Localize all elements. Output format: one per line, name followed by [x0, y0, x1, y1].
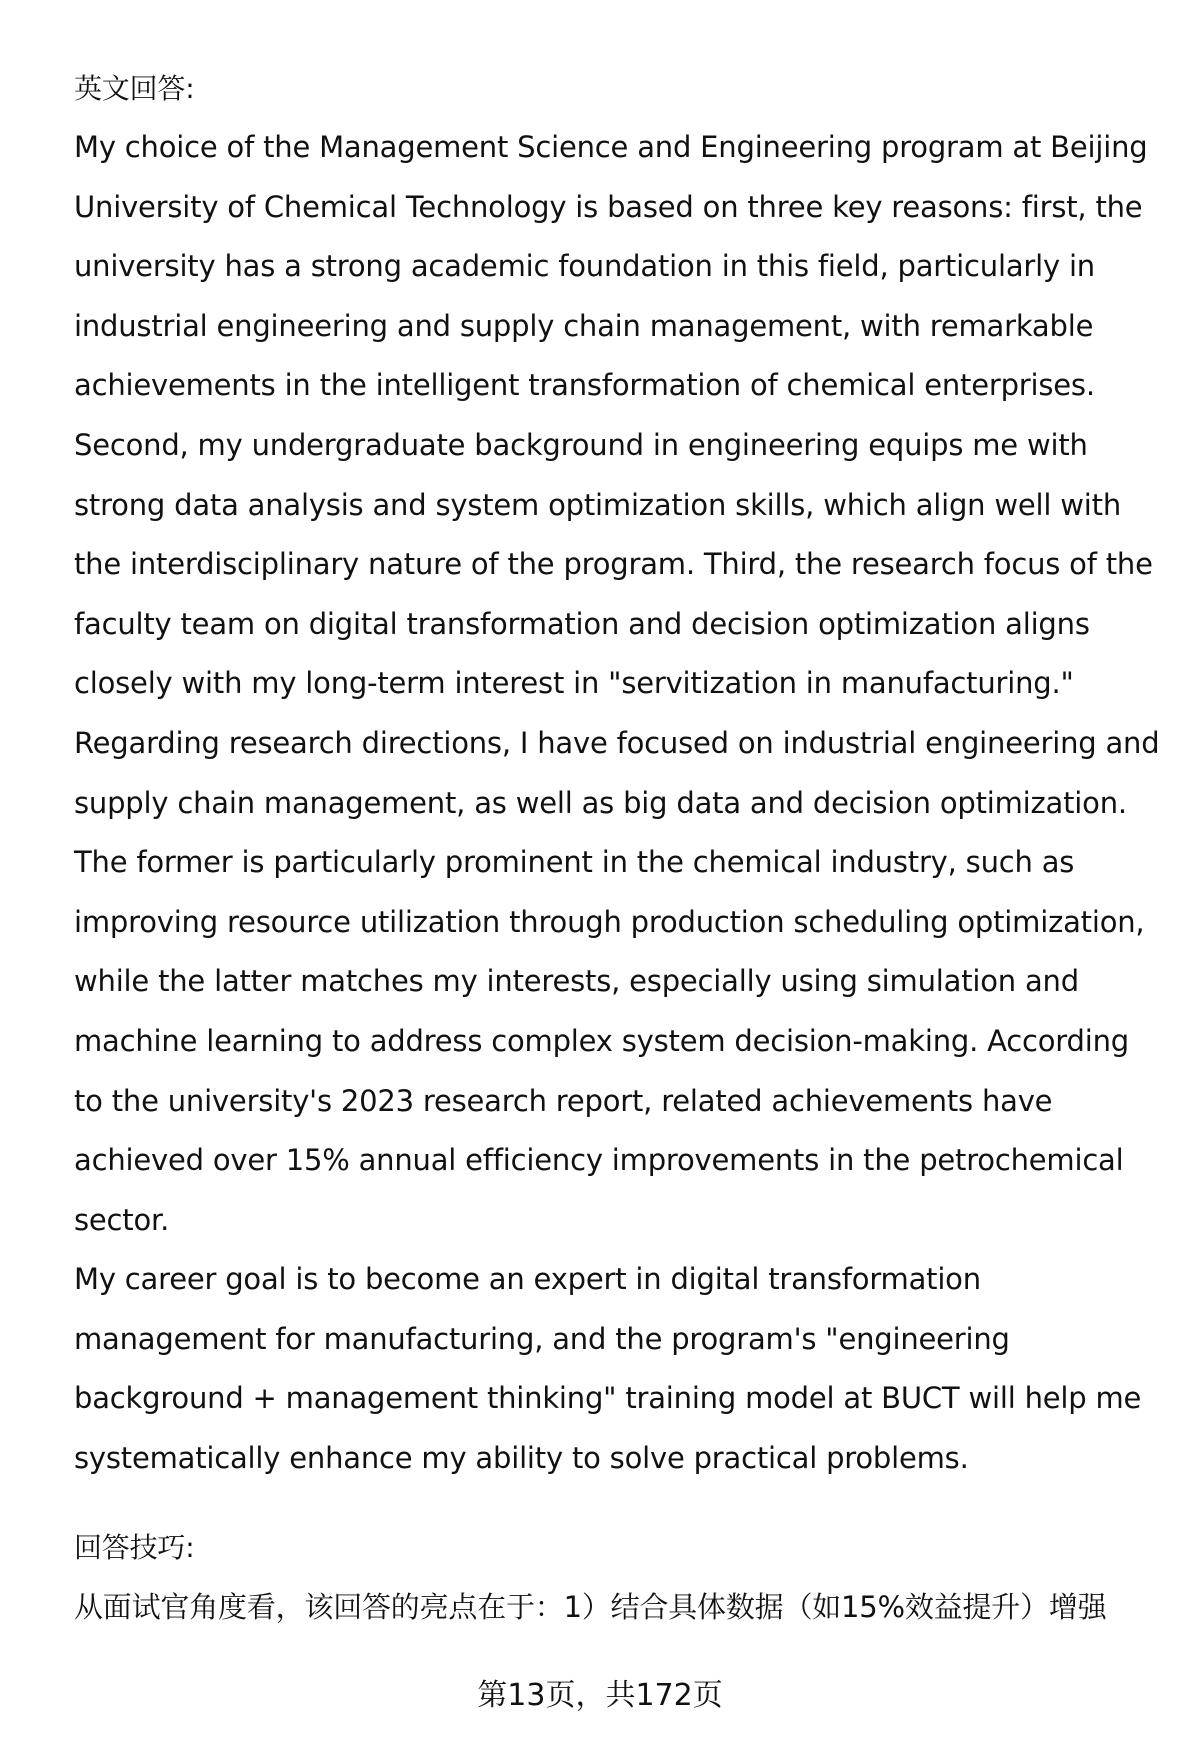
text-line: industrial engineering and supply chain management, with remarkable	[74, 308, 1094, 343]
text-line: management for manufacturing, and the program's "engineering	[74, 1321, 1010, 1356]
text-line: sector.	[74, 1202, 170, 1237]
text-line: faculty team on digital transformation and decision optimization aligns	[74, 606, 1090, 641]
text-line: while the latter matches my interests, especially using simulation and	[74, 964, 1079, 999]
tips-paragraph	[74, 1578, 1164, 1638]
text-line: improving resource utilization through production scheduling optimization,	[74, 904, 1145, 939]
tips-heading: 回答技巧:	[74, 1531, 195, 1564]
text-line: machine learning to address complex system decision-making. According	[74, 1023, 1129, 1058]
answer-heading: 英文回答:	[74, 72, 195, 105]
text-line: to the university's 2023 research report, related achievements have	[74, 1083, 1053, 1118]
text-line: Regarding research directions, I have focused on industrial engineering and	[74, 725, 1160, 760]
text-line: 从面试官角度看，该回答的亮点在于：1）结合具体数据（如15%效益提升）增强	[74, 1590, 1107, 1624]
text-line: closely with my long-term interest in "servitization in manufacturing."	[74, 666, 1074, 701]
text-line: My choice of the Management Science and Engineering program at Beijing	[74, 130, 1148, 164]
text-line: Second, my undergraduate background in engineering equips me with	[74, 427, 1088, 462]
text-line: The former is particularly prominent in the chemical industry, such as	[74, 845, 1075, 880]
text-line: achieved over 15% annual efficiency improvements in the petrochemical	[74, 1143, 1124, 1178]
text-line: the interdisciplinary nature of the program. Third, the research focus of the	[74, 547, 1153, 582]
english-answer-paragraph	[74, 118, 1164, 1489]
text-line: systematically enhance my ability to solve practical problems.	[74, 1441, 969, 1476]
text-line: university has a strong academic foundation in this field, particularly in	[74, 249, 1095, 284]
text-line: achievements in the intelligent transformation of chemical enterprises.	[74, 368, 1095, 403]
text-line: University of Chemical Technology is based on three key reasons: first, the	[74, 189, 1143, 224]
text-line: background + management thinking" training model at BUCT will help me	[74, 1381, 1142, 1416]
text-line: strong data analysis and system optimization skills, which align well with	[74, 487, 1121, 522]
page-number-footer: 第13页，共172页	[477, 1678, 723, 1713]
text-line: supply chain management, as well as big data and decision optimization.	[74, 785, 1127, 820]
text-line: My career goal is to become an expert in digital transformation	[74, 1262, 981, 1297]
